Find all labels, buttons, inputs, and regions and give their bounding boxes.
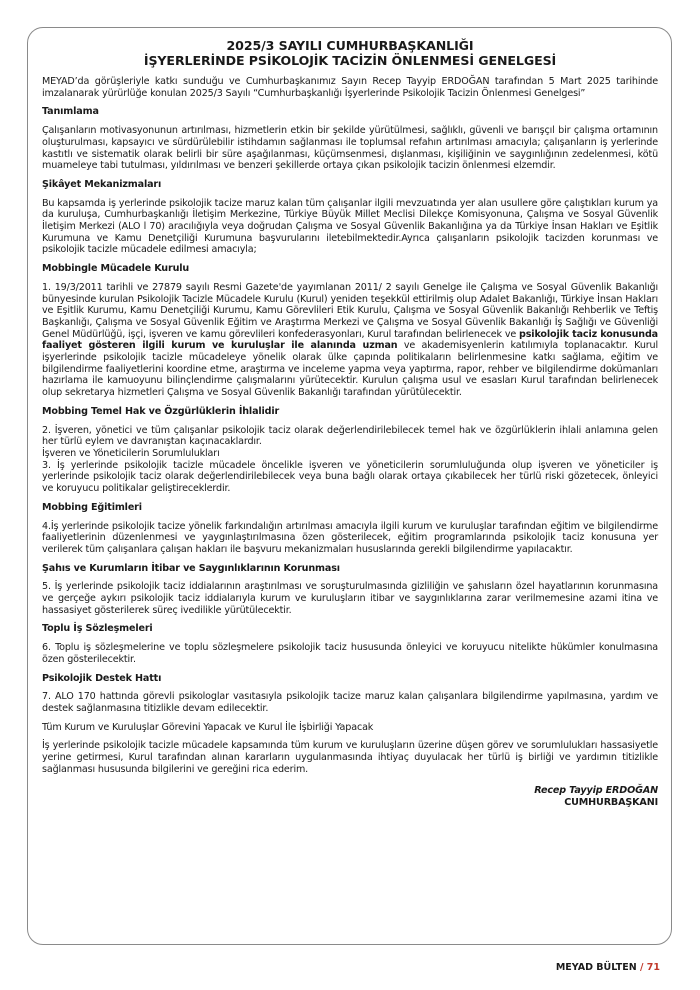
title-line-2: İŞYERLERİNDE PSİKOLOJİK TACİZİN ÖNLENMESİ GENELGESİ bbox=[143, 53, 557, 68]
kurulu-text-b: ve akademisyenlerin katılımıyla toplanacaktır. Kurul işyerlerinde psikolojik tacizle mücadeleye yönelik olarak ülke çapında politikaların belirlenmesine katkı sağlama, eğitim ve bilgilendirme faaliyetlerini koordine etme, araştırma ve inceleme yapma veya yaptırma, rapor, rehber ve bilgilendirme dokümanları hazırlama ile kamuoyunu bilinçlendirme çalışmalarını yürütecektir. Kurulun çalışma usul ve esasları Kurul tarafından belirlenecek olup sekretarya hizmetleri Çalışma ve Sosyal Güvenlik Bakanlığı tarafından yürütülecektir. bbox=[42, 340, 658, 399]
subheading-sorumluluklar: İşveren ve Yöneticilerin Sorumlulukları bbox=[42, 447, 220, 459]
heading-temel-hak: Mobbing Temel Hak ve Özgürlüklerin İhlalidir bbox=[42, 405, 280, 417]
heading-toplu-is: Toplu İş Sözleşmeleri bbox=[42, 623, 153, 635]
paragraph-mobbing-kurulu bbox=[42, 282, 658, 399]
paragraph-tanimlama: Çalışanların motivasyonunun artırılması, hizmetlerin etkin bir şekilde yürütülmesi, sağlıklı, güvenli ve barışçıl bir çalışma ortamının oluşturulması, kapsayıcı ve sürdürülebilir istihdamın sağlanması ile toplumsal refahın artırılması amacıyla; çalışanların iş yerlerinde kastıtlı ve sistematik olarak belirli bir süre aşağılanması, küçümsenmesi, dışlanması, kişiliğinin ve saygınlığının zedelenmesi, kötü muameleye tabi tutulması, yıldırılması ve benzeri şekillerde ortaya çıkan psikolojik tacizin önlenmesi elzemdir. bbox=[42, 125, 658, 172]
heading-itibar: Şahıs ve Kurumların İtibar ve Saygınlıklarının Korunması bbox=[42, 562, 340, 574]
paragraph-temel-hak: 2. İşveren, yönetici ve tüm çalışanlar psikolojik taciz olarak değerlendirilebilecek temel hak ve özgürlüklerin ihlali anlamına gelen her türlü eylem ve davranıştan kaçınacaklardır. bbox=[42, 424, 658, 448]
heading-egitimler: Mobbing Eğitimleri bbox=[42, 501, 142, 513]
title-line-1: 2025/3 SAYILI CUMHURBAŞKANLIĞI bbox=[226, 38, 474, 53]
paragraph-egitimler: 4.İş yerlerinde psikolojik tacize yönelik farkındalığın artırılması amacıyla ilgili kurum ve kuruluşlar tarafından eğitim ve bilgilendirme faaliyetlerinin düzenlenmesi ve yaygınlaştırılmasına özen gösterilecek, eğitim programlarında psikolojik taciz konusuna yer verilerek tüm çalışanlara çalışan hakları ile başvuru mekanizmaları hususlarında gerekli bilgilendirme yapılacaktır. bbox=[42, 520, 658, 555]
heading-destek-hatti: Psikolojik Destek Hattı bbox=[42, 672, 162, 684]
paragraph-isbirligi-title: Tüm Kurum ve Kuruluşlar Görevini Yapacak ve Kurul İle İşbirliği Yapacak bbox=[42, 721, 374, 733]
intro-paragraph: MEYAD’da görüşleriyle katkı sunduğu ve Cumhurbaşkanımız Sayın Recep Tayyip ERDOĞAN tarafından 5 Mart 2025 tarihinde imzalanarak yürürlüğe konulan 2025/3 Sayılı “Cumhurbaşkanlığı İşyerlerinde Psikolojik Tacizin Önlenmesi Genelgesi” bbox=[42, 76, 658, 99]
paragraph-isbirligi: İş yerlerinde psikolojik tacizle mücadele kapsamında tüm kurum ve kuruluşların üzerine düşen görev ve sorumlulukları hassasiyetle yerine getirmesi, Kurul tarafından alınan kararların uygulanmasında ihtiyaç duyulacak her türlü iş birliği ve yardımın titizlikle sağlanması hususunda bilgilerini ve gereğini rica ederim. bbox=[42, 740, 658, 775]
document-title bbox=[42, 38, 658, 68]
footer-publication: MEYAD BÜLTEN bbox=[555, 962, 637, 973]
signature-name: Recep Tayyip ERDOĞAN bbox=[534, 785, 658, 797]
kurulu-text-bold: psikolojik taciz konusunda faaliyet gösteren ilgili kurum ve kuruluşlar ile alanında uzman bbox=[42, 328, 658, 352]
paragraph-destek-hatti: 7. ALO 170 hattında görevli psikologlar vasıtasıyla psikolojik tacize maruz kalan çalışanlara bilgilendirme yapılmasına, yardım ve destek sağlanmasına titizlikle devam edilecektir. bbox=[42, 691, 658, 714]
paragraph-toplu-is: 6. Toplu iş sözleşmelerine ve toplu sözleşmelere psikolojik taciz hususunda önleyici ve koruyucu nitelikte hükümler konulmasına özen gösterilecektir. bbox=[42, 642, 658, 665]
heading-sikayet: Şikâyet Mekanizmaları bbox=[42, 178, 162, 190]
heading-tanimlama: Tanımlama bbox=[42, 106, 99, 118]
paragraph-sikayet: Bu kapsamda iş yerlerinde psikolojik tacize maruz kalan tüm çalışanlar ilgili mevzuatında yer alan usullere göre çalıştıkları kurum ya da kuruluşa, Cumhurbaşkanlığı İletişim Merkezine, Türkiye Büyük Millet Meclisi Dilekçe Komisyonuna, Çalışma ve Sosyal Güvenlik İletişim Merkezi (ALO l 70) aracılığıyla veya doğrudan Çalışma ve Sosyal Güvenlik Bakanlığına ya da Türkiye İnsan Hakları ve Eşitlik Kurumuna ve Kamu Denetçiliği Kurumuna başvurularını iletebilmektedir.Ayrıca çalışanların psikolojik tacizden korunması ve psikolojik tacizle mücadele edilmesi amacıyla; bbox=[42, 197, 658, 256]
footer-page-number: 71 bbox=[646, 962, 660, 973]
page-footer bbox=[556, 962, 660, 974]
signature-title: CUMHURBAŞKANI bbox=[564, 797, 658, 809]
document-body bbox=[42, 38, 658, 809]
kurulu-text-a: 1. 19/3/2011 tarihli ve 27879 sayılı Resmi Gazete'de yayımlanan 2011/ 2 sayılı Genelge ile Çalışma ve Sosyal Güvenlik Bakanlığı bünyesinde kurulan Psikolojik Tacizle Mücadele Kurulu (Kurul) yeniden teşekkül ettirilmiş olup Adalet Bakanlığı, Türkiye İnsan Hakları ve Eşitlik Kurumu, Kamu Denetçiliği Kurumu, Kamu Görevlileri Etik Kurulu, Çalışma ve Sosyal Güvenlik Bakanlığı Rehberlik ve Teftiş Başkanlığı, Çalışma ve Sosyal Güvenlik Eğitim ve Araştırma Merkezi ve Çalışma ve Sosyal Güvenlik Bakanlığı İş Sağlığı ve Güvenliği Genel Müdürlüğü, işçi, işveren ve kamu görevlileri konfederasyonları, Kurul tarafından belirlenecek ve bbox=[42, 281, 658, 340]
paragraph-itibar: 5. İş yerlerinde psikolojik taciz iddialarının araştırılması ve soruşturulmasında gizliliğin ve şahısların özel hayatlarının korunmasına ve gerçeğe aykırı psikolojik taciz iddialarıyla kurum ve kuruluşların itibar ve saygınlıklarına zarar verilmemesine azami itina ve hassasiyet gösterilerek süreç ivedilikle yürütülecektir. bbox=[42, 581, 658, 616]
paragraph-sorumluluklar: 3. İş yerlerinde psikolojik tacizle mücadele öncelikle işveren ve yöneticilerin sorumluluğunda olup işveren ve yöneticiler iş yerlerinde psikolojik taciz olarak değerlendirilebilecek veya buna bağlı olarak ortaya çıkabilecek her türlü riski gözetecek, önleyici ve koruyucu politikalar geliştireceklerdir. bbox=[42, 459, 658, 495]
footer-separator: / bbox=[639, 962, 644, 973]
heading-mobbing-kurulu: Mobbingle Mücadele Kurulu bbox=[42, 263, 190, 275]
